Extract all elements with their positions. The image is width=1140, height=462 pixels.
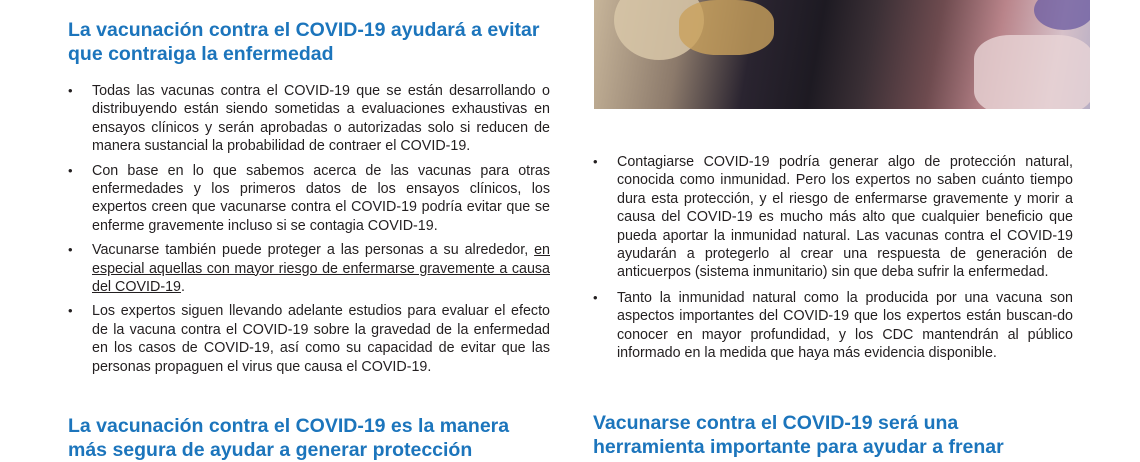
list-item: • Los expertos siguen llevando adelante estudios para evaluar el efecto de la vacuna contra el COVID-19 sobre la gravedad de la enfermedad en los casos de COVID-19, así como su capacidad de evitar que las personas propaguen el virus que causa el COVID-19. <box>68 303 550 375</box>
bullet-icon: • <box>68 162 73 178</box>
list-item: • Vacunarse también puede proteger a las personas a su alrededor, en especial aquellas con mayor riesgo de enfermarse gravemente a causa del COVID-19. <box>68 242 550 296</box>
list-item: • Contagiarse COVID-19 podría generar algo de protección natural, conocida como inmunidad. Pero los expertos no saben cuánto tiempo dura esta protección, y el riesgo de enfermarse gravemente y morir a causa del COVID-19 es mucho más alto que cualquier beneficio que pueda aportar la inmunidad natural. Las vacunas contra el COVID-19 ayudarán a protegerlo al crear una respuesta de generación de anticuerpos (sistema inmunitario) sin que deba sufrir la enfermedad. <box>593 154 1073 281</box>
bullet-icon: • <box>68 303 73 319</box>
bullet-icon: • <box>593 154 598 169</box>
vaccination-photo <box>594 0 1090 109</box>
bullet-list-left <box>68 82 550 376</box>
bullet-icon: • <box>68 242 73 258</box>
section-heading-tool: Vacunarse contra el COVID-19 será una herramienta importante para ayudar a frenar <box>593 412 1004 458</box>
bullet-icon: • <box>68 83 73 98</box>
list-item: • Todas las vacunas contra el COVID-19 que se están desarrollando o distribuyendo están siendo sometidas a evaluaciones exhaustivas en ensayos clínicos y serán aprobadas o autorizadas solo si reducen de manera sustancial la probabilidad de contraer el COVID-19. <box>68 83 550 155</box>
bullet-list-right <box>593 153 1073 362</box>
high-risk-link[interactable]: en especial aquellas con mayor riesgo de enfermarse gravemente a causa del COVID-19 <box>92 242 550 296</box>
section-heading-prevent: La vacunación contra el COVID-19 ayudará a evitar que contraiga la enfermedad <box>68 19 540 65</box>
section-heading-safest: La vacunación contra el COVID-19 es la manera más segura de ayudar a generar protección <box>68 415 510 461</box>
list-item: • Tanto la inmunidad natural como la producida por una vacuna son aspectos importantes del COVID-19 que los expertos están buscan-do conocer en mayor profundidad, y los CDC mantendrán al público informado en la medida que haya más evidencia disponible. <box>593 289 1073 362</box>
list-item: • Con base en lo que sabemos acerca de las vacunas para otras enfermedades y los primeros datos de los ensayos clínicos, los expertos creen que vacunarse contra el COVID-19 podría evitar que se enferme gravemente incluso si se contagia COVID-19. <box>68 162 550 234</box>
bullet-icon: • <box>593 289 598 305</box>
